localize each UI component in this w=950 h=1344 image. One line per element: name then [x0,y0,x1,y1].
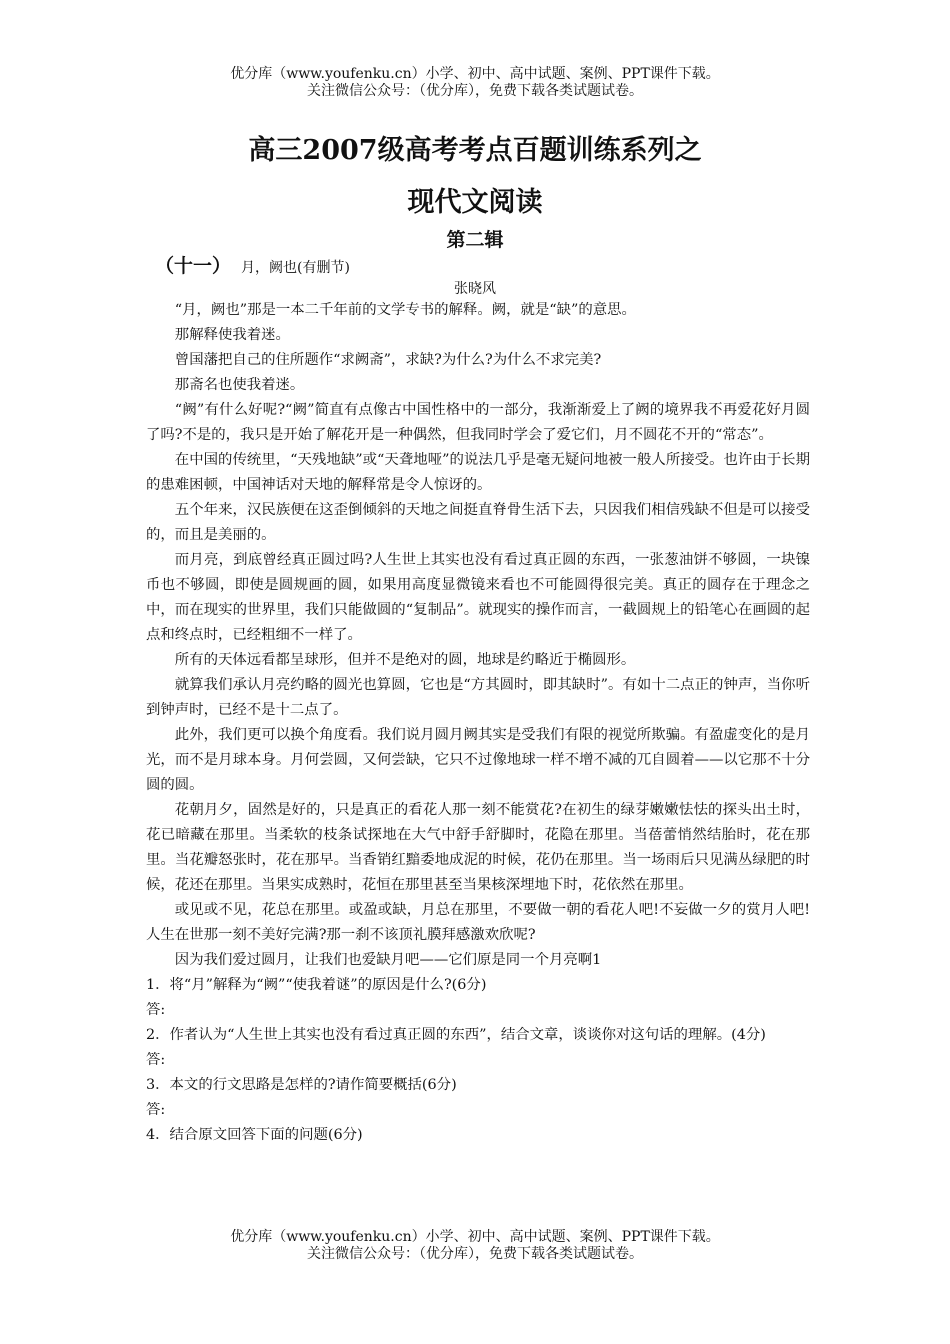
section-number: （十一） [155,255,232,277]
paragraph: 或见或不见，花总在那里。或盈或缺，月总在那里，不要做一朝的看花人吧!不妄做一夕的赏月人吧!人生在世那一刻不美好完满?那一刹不该顶礼膜拜感激欢欣呢? [146,902,810,943]
page-footer [0,1229,950,1263]
paragraph: 五个年来，汉民族便在这歪倒倾斜的天地之间挺直脊骨生活下去，只因我们相信残缺不但是可以接受的，而且是美丽的。 [146,502,810,543]
paragraph: 就算我们承认月亮约略的圆光也算圆，它也是“方其圆时，即其缺时”。有如十二点正的钟声，当你听到钟声时，已经不是十二点了。 [146,677,810,718]
document-subtitle: 现代文阅读 [407,187,543,218]
paragraph: 曾国藩把自己的住所题作“求阙斋”，求缺?为什么?为什么不求完美? [174,352,602,368]
paragraph: 在中国的传统里，“天残地缺”或“天聋地哑”的说法几乎是毫无疑问地被一般人所接受。也许由于长期的患难困顿，中国神话对天地的解释常是令人惊讶的。 [146,452,810,493]
section-title: 月，阙也(有删节) [241,260,350,276]
header-line-2: 关注微信公众号：（优分库），免费下载各类试题试卷。 [307,83,643,99]
article-author: 张晓风 [454,281,496,297]
question: 2．作者认为“人生世上其实也没有看过真正圆的东西”，结合文章，谈谈你对这句话的理解。(4分) [146,1027,766,1043]
document-title: 高三2007级高考考点百题训练系列之 [248,135,702,166]
paragraph: 因为我们爱过圆月，让我们也爱缺月吧——它们原是同一个月亮啊1 [174,952,602,968]
paragraph: “阙”有什么好呢?“阙”简直有点像古中国性格中的一部分，我渐渐爱上了阙的境界我不再爱花好月圆了吗?不是的，我只是开始了解花开是一种偶然，但我同时学会了爱它们，月不圆花不开的“常态”。 [146,402,810,443]
paragraph: 花朝月夕，固然是好的，只是真正的看花人那一刻不能赏花?在初生的绿芽嫩嫩怯怯的探头出土时，花已暗藏在那里。当柔软的枝条试探地在大气中舒手舒脚时，花隐在那里。当蓓蕾悄然结胎时，花在那里。当花瓣怒张时，花在那早。当香销红黯委地成泥的时候，花仍在那里。当一场雨后只见满丛绿肥的时候，花还在那里。当果实成熟时，花恒在那里甚至当果核深埋地下时，花依然在那里。 [146,802,810,893]
paragraph: 此外，我们更可以换个角度看。我们说月圆月阙其实是受我们有限的视觉所欺骗。有盈虚变化的是月光，而不是月球本身。月何尝圆，又何尝缺，它只不过像地球一样不增不减的兀自圆着——以它那不十分圆的圆。 [146,727,810,793]
paragraph: 那解释使我着迷。 [174,327,290,343]
article-body [146,298,810,1148]
paragraph: 而月亮，到底曾经真正圆过吗?人生世上其实也没有看过真正圆的东西，一张葱油饼不够圆，一块镍币也不够圆，即使是圆规画的圆，如果用高度显微镜来看也不可能圆得很完美。真正的圆存在于理念之中，而在现实的世界里，我们只能做圆的“复制品”。就现实的操作而言，一截圆规上的铅笔心在画圆的起点和终点时，已经粗细不一样了。 [146,552,810,643]
paragraph: 那斋名也使我着迷。 [174,377,305,393]
paragraph: “月，阙也”那是一本二千年前的文学专书的解释。阙，就是“缺”的意思。 [174,302,636,318]
paragraph: 所有的天体远看都呈球形，但并不是绝对的圆，地球是约略近于椭圆形。 [174,652,636,668]
footer-line-1: 优分库（www.youfenku.cn）小学、初中、高中试题、案例、PPT课件下载。 [230,1229,720,1245]
answer-label: 答: [146,1102,166,1118]
answer-label: 答: [146,1052,166,1068]
document-part: 第二辑 [446,229,504,251]
section-heading [155,251,350,278]
header-line-1: 优分库（www.youfenku.cn）小学、初中、高中试题、案例、PPT课件下载。 [230,66,720,82]
question: 3．本文的行文思路是怎样的?请作简要概括(6分) [146,1077,457,1093]
footer-line-2: 关注微信公众号：（优分库），免费下载各类试题试卷。 [307,1246,643,1262]
page-header [0,66,950,100]
question: 4．结合原文回答下面的问题(6分) [146,1127,363,1143]
question: 1．将“月”解释为“阙”“使我着谜”的原因是什么?(6分) [146,977,487,993]
answer-label: 答: [146,1002,166,1018]
